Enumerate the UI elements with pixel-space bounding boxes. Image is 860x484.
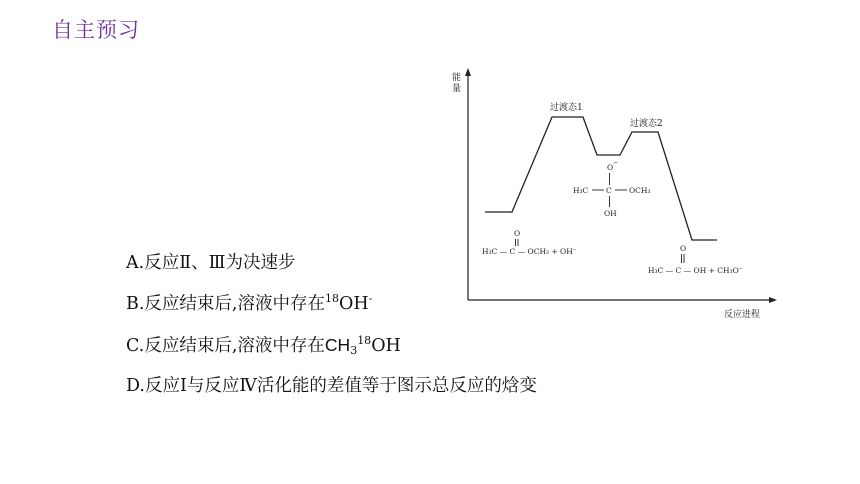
x-axis-arrow xyxy=(769,297,777,303)
option-b-isotope: 18 xyxy=(325,292,339,305)
option-b-prefix: B.反应结束后,溶液中存在 xyxy=(126,294,325,314)
intermediate-o-minus: O xyxy=(607,163,614,172)
answer-options xyxy=(126,248,537,412)
transition-state-2-label: 过渡态2 xyxy=(630,119,663,129)
energy-profile-line xyxy=(485,117,717,240)
products-structure xyxy=(648,244,743,275)
intermediate-h3c: H₃C xyxy=(573,186,589,195)
option-c-ch: CH xyxy=(324,335,351,355)
option-c-prefix: C.反应结束后,溶液中存在 xyxy=(126,336,325,356)
option-c-suffix: OH xyxy=(371,336,401,356)
y-axis-label-2: 量 xyxy=(452,84,462,94)
x-axis-label: 反应进程 xyxy=(724,310,761,320)
option-c-isotope: 18 xyxy=(357,334,372,347)
intermediate-structure xyxy=(573,159,650,218)
intermediate-och3: OCH₃ xyxy=(629,186,651,195)
option-c-subscript: 3 xyxy=(350,344,358,357)
intermediate-oh: OH xyxy=(604,209,617,218)
transition-state-1-label: 过渡态1 xyxy=(550,103,583,113)
section-title: 自主预习 xyxy=(52,18,140,42)
intermediate-c: C xyxy=(606,186,612,195)
y-axis-arrow xyxy=(465,68,471,76)
option-b-suffix: OH xyxy=(339,294,369,314)
option-d[interactable]: D.反应Ⅰ与反应Ⅳ活化能的差值等于图示总反应的焓变 xyxy=(126,376,537,396)
intermediate-o-charge: − xyxy=(613,159,619,166)
option-b-charge: - xyxy=(368,292,373,305)
option-b[interactable] xyxy=(126,289,537,330)
y-axis-label-1: 能 xyxy=(452,73,462,83)
products-formula: H₃C — C — OH + CH₃O⁻ xyxy=(648,266,743,275)
reactants-formula: H₃C — C — OCH₃ + OH⁻ xyxy=(482,247,577,256)
reactants-o: O xyxy=(514,229,521,238)
option-a[interactable]: A.反应Ⅱ、Ⅲ为决速步 xyxy=(126,253,296,273)
products-o: O xyxy=(680,244,687,253)
option-c[interactable] xyxy=(126,330,537,371)
